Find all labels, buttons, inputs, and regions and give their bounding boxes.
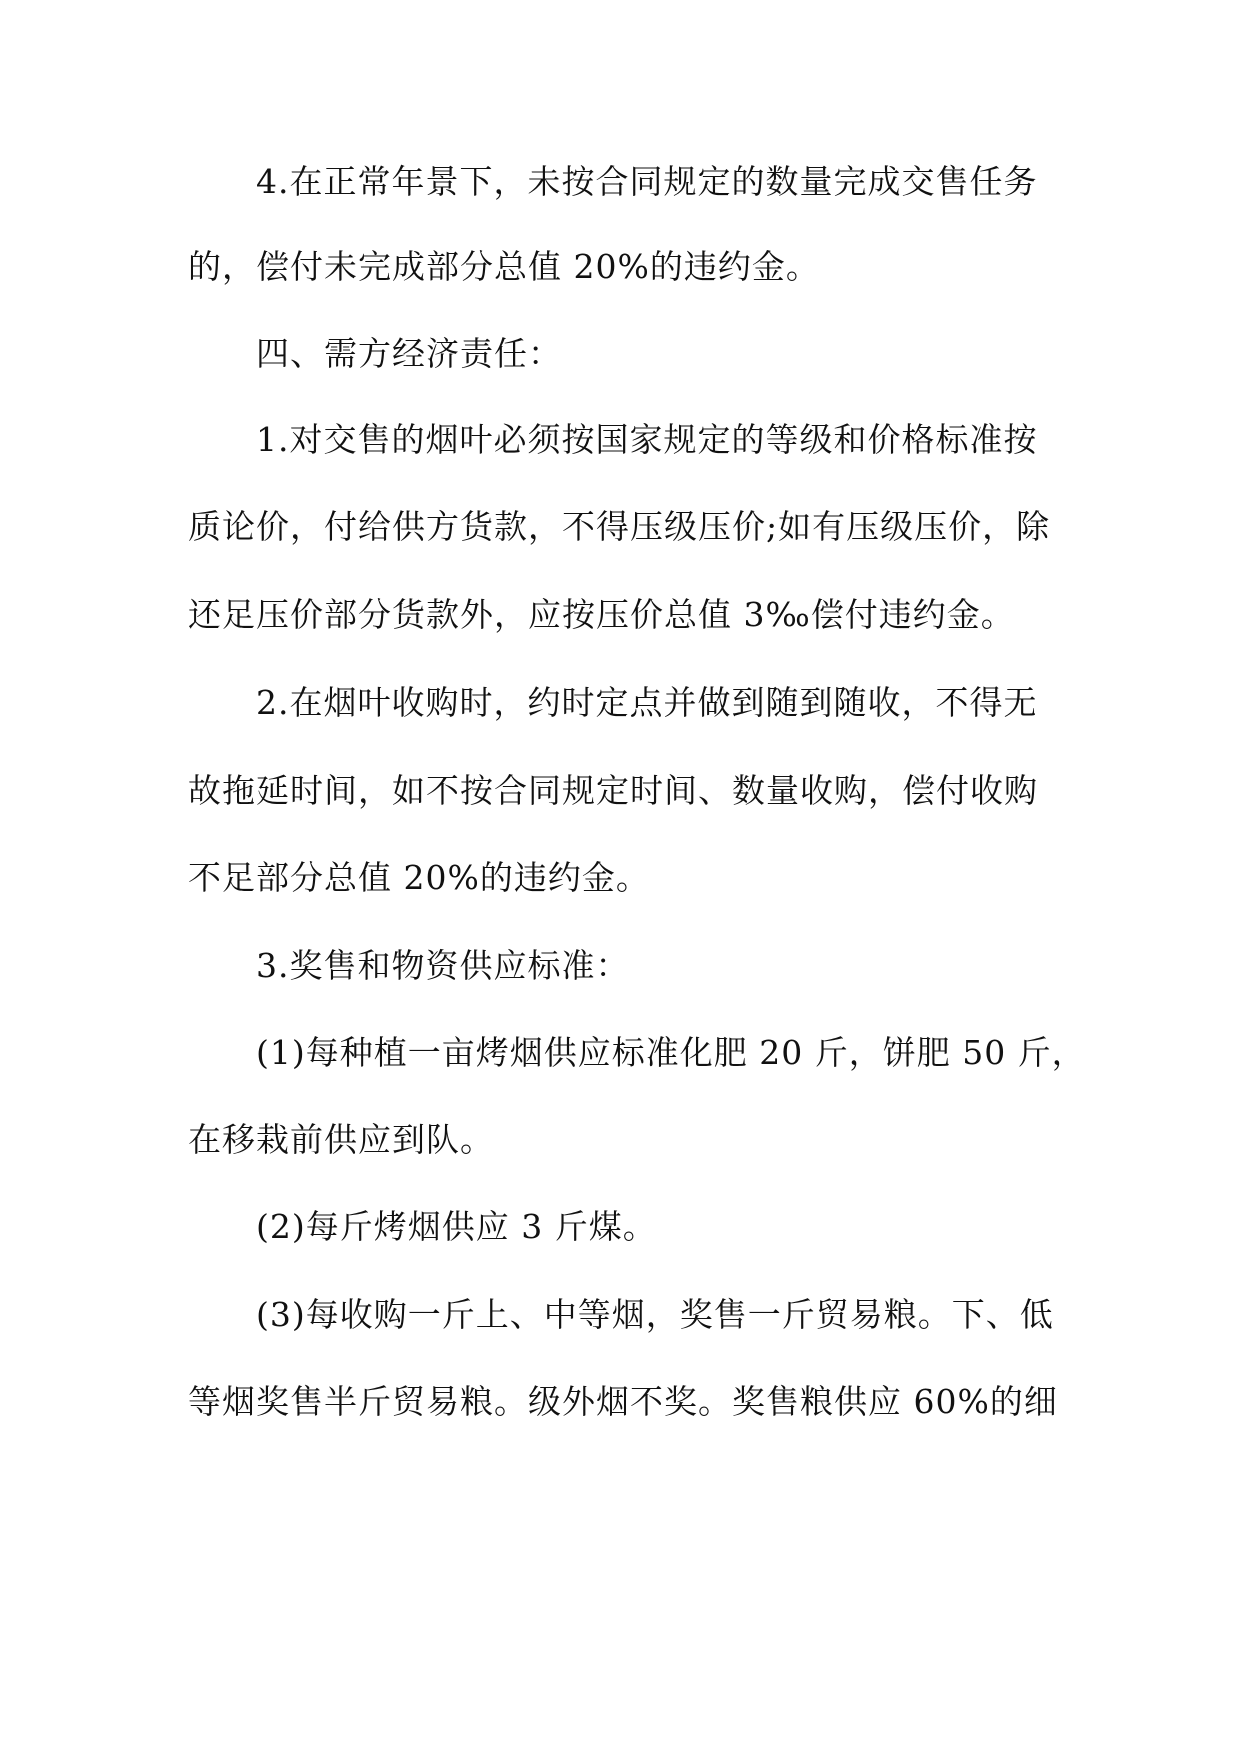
paragraph-line: (2)每斤烤烟供应 3 斤煤。 (256, 1207, 657, 1246)
paragraph-line: 3.奖售和物资供应标准： (256, 946, 630, 985)
paragraph-line: 等烟奖售半斤贸易粮。级外烟不奖。奖售粮供应 60%的细 (188, 1382, 1058, 1421)
paragraph-line: 还足压价部分货款外，应按压价总值 3‰偿付违约金。 (188, 595, 1015, 634)
section-heading: 四、需方经济责任： (256, 334, 562, 373)
paragraph-line: 的，偿付未完成部分总值 20%的违约金。 (188, 247, 820, 286)
paragraph-line: 2.在烟叶收购时，约时定点并做到随到随收，不得无 (256, 683, 1038, 722)
paragraph-line: 质论价，付给供方货款，不得压级压价;如有压级压价，除 (188, 507, 1051, 546)
paragraph-line: 在移栽前供应到队。 (188, 1120, 494, 1159)
paragraph-line: 不足部分总值 20%的违约金。 (188, 858, 650, 897)
paragraph-line: (3)每收购一斤上、中等烟，奖售一斤贸易粮。下、低 (256, 1295, 1054, 1334)
paragraph-line: 故拖延时间，如不按合同规定时间、数量收购，偿付收购 (188, 771, 1038, 810)
paragraph-line: (1)每种植一亩烤烟供应标准化肥 20 斤，饼肥 50 斤， (256, 1033, 1086, 1072)
paragraph-line: 4.在正常年景下，未按合同规定的数量完成交售任务 (256, 162, 1038, 201)
paragraph-line: 1.对交售的烟叶必须按国家规定的等级和价格标准按 (256, 420, 1038, 459)
